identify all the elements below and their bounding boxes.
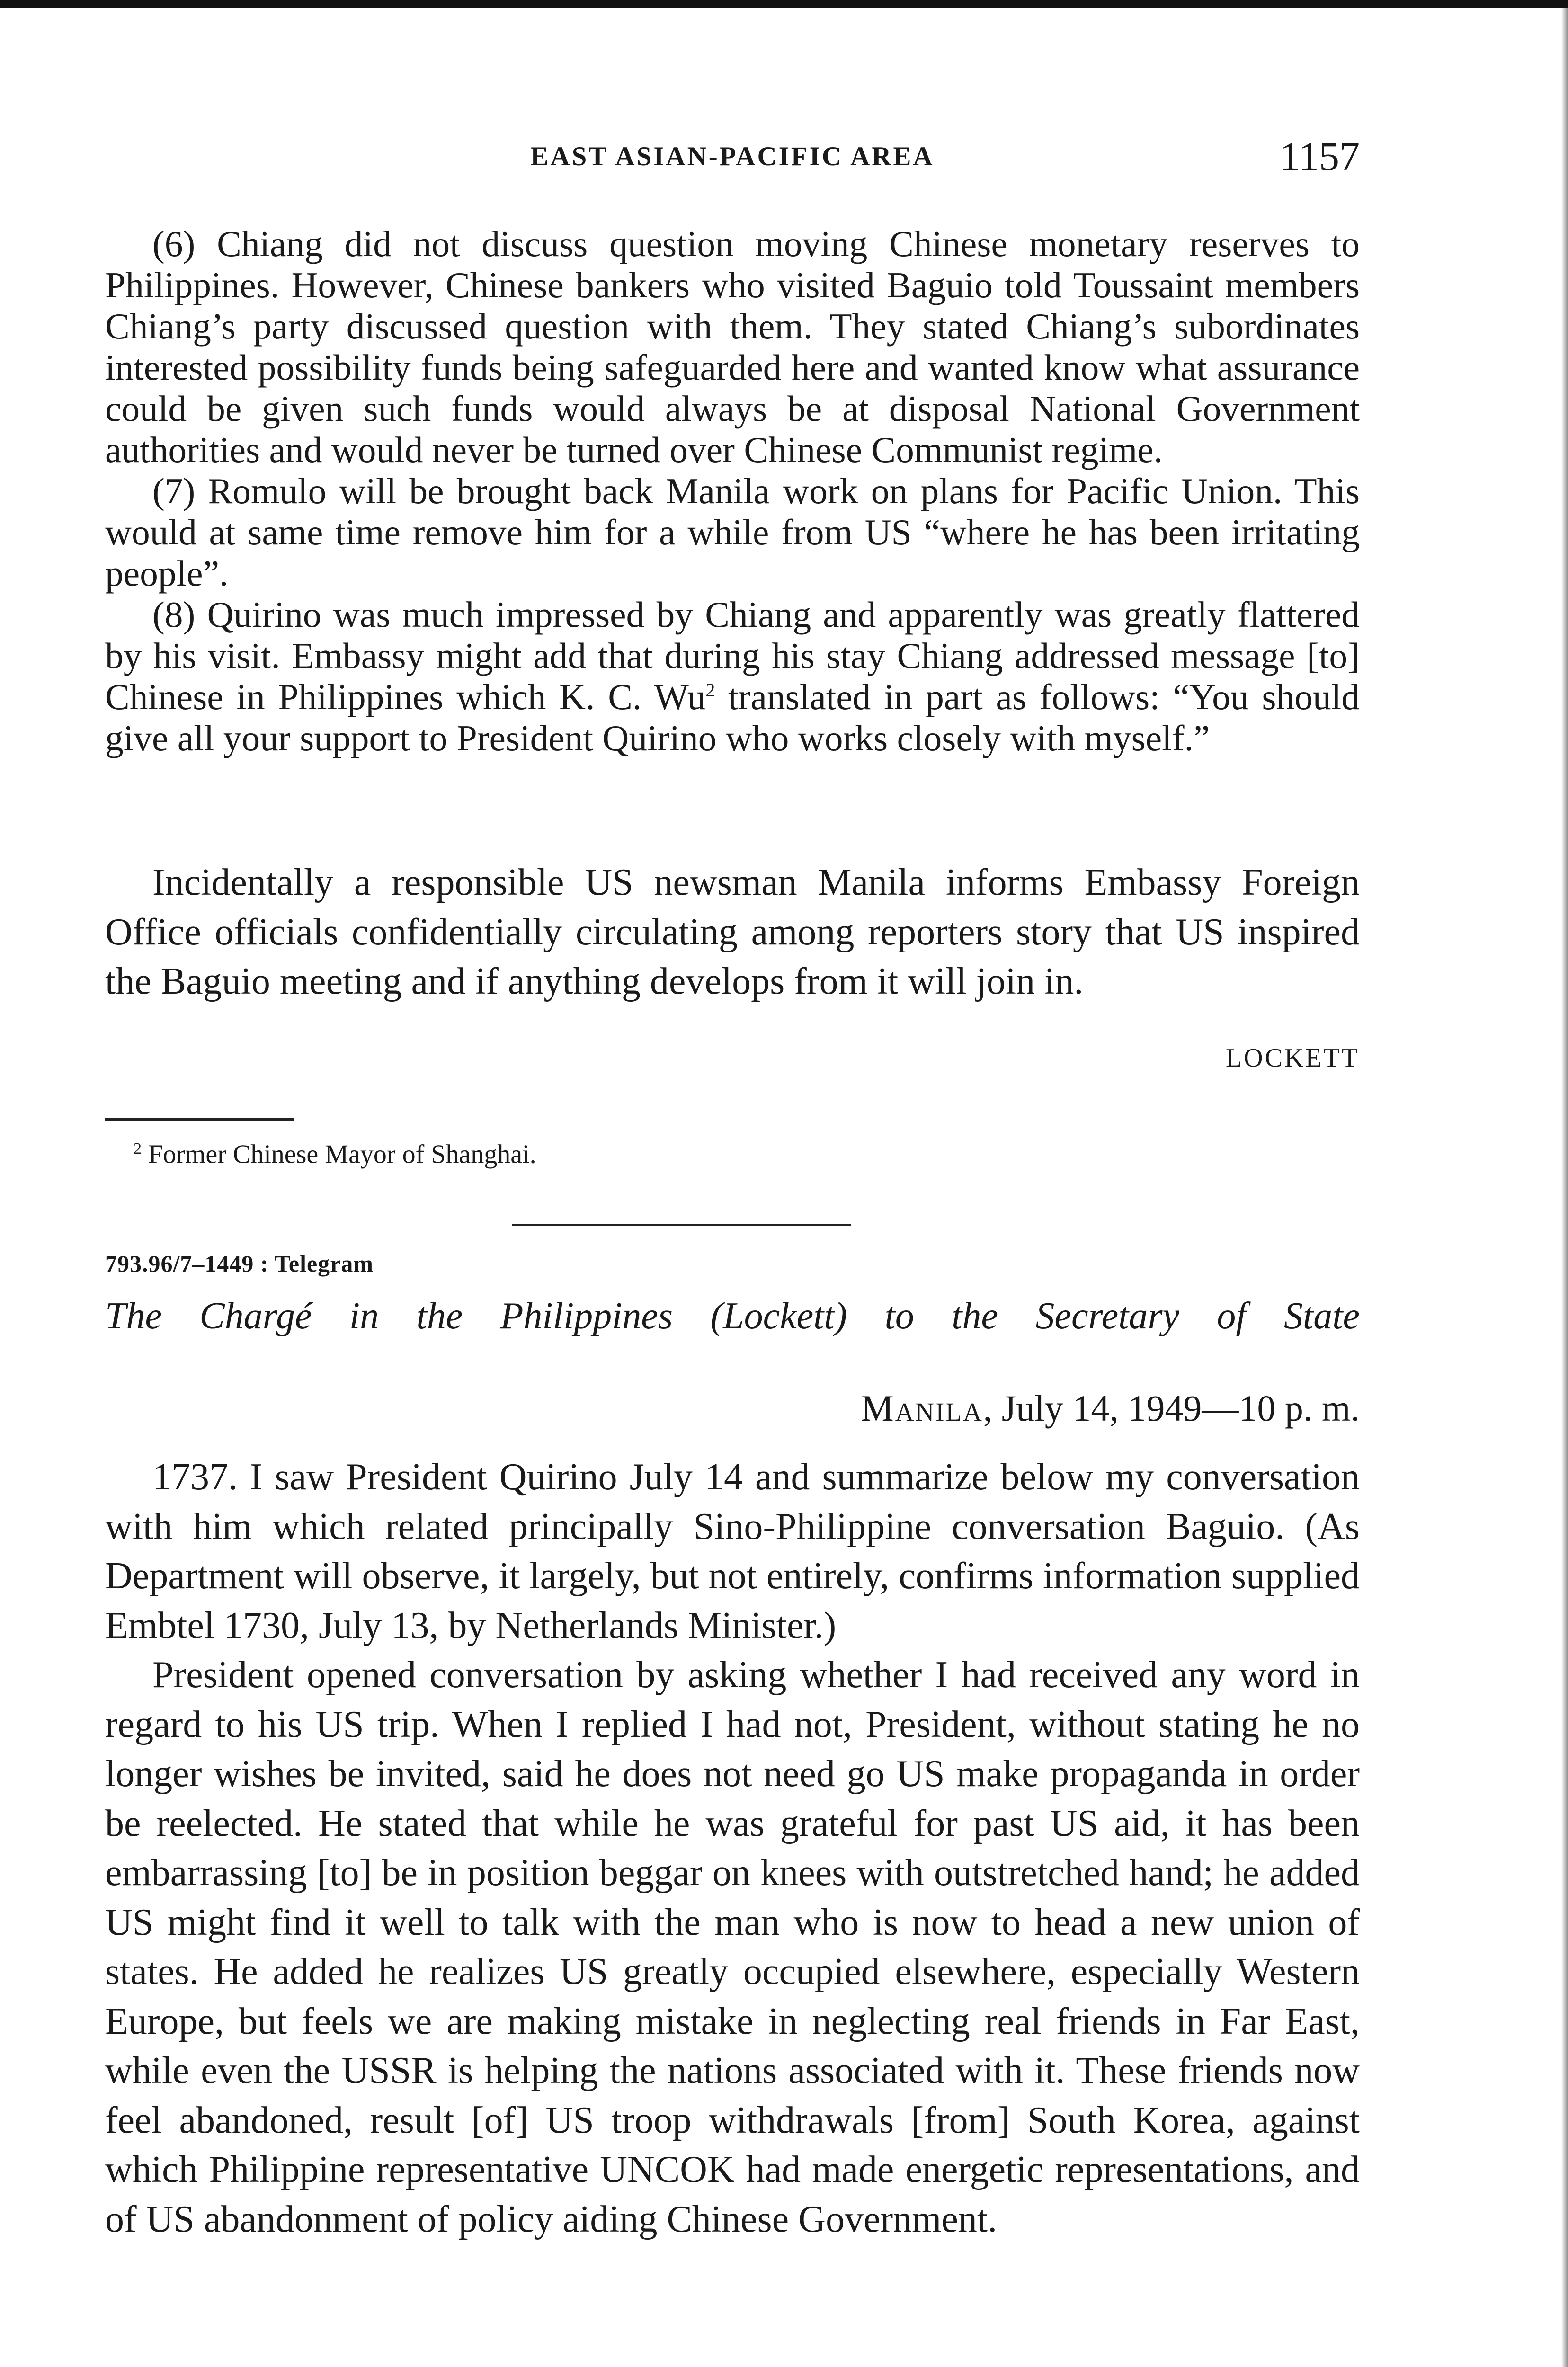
running-header bbox=[105, 133, 1360, 185]
signature: LOCKETT bbox=[1225, 1043, 1360, 1073]
item-7-paragraph: (7) Romulo will be brought back Manila work on plans for Pacific Union. This would at same time remove him for a while from US “where he has been irritating people”. bbox=[105, 471, 1360, 594]
item-6-paragraph: (6) Chiang did not discuss question moving Chinese monetary reserves to Philippines. However, Chinese bankers who visited Baguio told Toussaint members Chiang’s party discussed question with them. They stated Chiang’s subordinates interested possibility funds being safeguarded here and wanted know what assurance could be given such funds would always be at disposal National Government authorities and would never be turned over Chinese Communist regime. bbox=[105, 223, 1360, 470]
footnote bbox=[134, 1132, 536, 1171]
telegram-body bbox=[105, 1452, 1360, 2244]
page-right-edge bbox=[1561, 8, 1568, 2367]
telegram-paragraph-2: President opened conversation by asking whether I had received any word in regard to his US trip. When I replied I had not, President, without stating he no longer wishes be invited, said he does not need go US make propaganda in order be reelected. He stated that while he was grateful for past US aid, it has been embarrassing [to] be in position beggar on knees with outstretched hand; he added US might find it well to talk with the man who is now to head a new union of states. He added he realizes US greatly occupied elsewhere, especially Western Europe, but feels we are making mistake in neglecting real friends in Far East, while even the USSR is helping the nations associated with it. These friends now feel abandoned, result [of] US troop withdrawals [from] South Korea, against which Philippine representative UNCOK had made energetic representations, and of US abandonment of policy aiding Chinese Government. bbox=[105, 1654, 1360, 2240]
dateline-place: Manila bbox=[861, 1388, 983, 1429]
dateline-date: , July 14, 1949—10 p. m. bbox=[983, 1388, 1360, 1429]
incidentally-paragraph: Incidentally a responsible US newsman Manila informs Embassy Foreign Office officials confidentially circulating among reporters story that US inspired the Baguio meeting and if anything develops from it will join in. bbox=[105, 862, 1360, 1002]
telegram-paragraph-1: 1737. I saw President Quirino July 14 and summarize below my conversation with him which related principally Sino-Philippine conversation Baguio. (As Department will observe, it largely, but not entirely, confirms information supplied Embtel 1730, July 13, by Netherlands Minister.) bbox=[105, 1456, 1360, 1646]
continuation-text bbox=[105, 223, 1360, 759]
item-8-text-after: translated in part as follows: “You should give all your support to President Quirino who works closely with myself.” bbox=[105, 676, 1360, 758]
document-title: The Chargé in the Philippines (Lockett) to the Secretary of State bbox=[105, 1295, 1360, 1337]
footnote-text: Former Chinese Mayor of Shanghai. bbox=[148, 1139, 536, 1169]
incidentally-block bbox=[105, 858, 1360, 1006]
file-reference: 793.96/7–1449 : Telegram bbox=[105, 1250, 374, 1277]
footnote-number: 2 bbox=[134, 1140, 142, 1157]
footnote-marker: 2 bbox=[705, 679, 715, 701]
footnote-divider bbox=[105, 1118, 294, 1121]
item-8-paragraph bbox=[105, 594, 1360, 759]
document-page bbox=[105, 0, 1360, 2367]
item-8-text-before: (8) Quirino was much impressed by Chiang and apparently was greatly flattered by his visit. Embassy might add that during his stay Chiang addressed message [to] Chinese in Philippines which K. C. Wu bbox=[105, 594, 1360, 717]
dateline bbox=[861, 1387, 1360, 1430]
section-divider bbox=[512, 1224, 851, 1226]
running-title: EAST ASIAN-PACIFIC AREA bbox=[530, 142, 935, 171]
page-number: 1157 bbox=[1280, 133, 1360, 179]
